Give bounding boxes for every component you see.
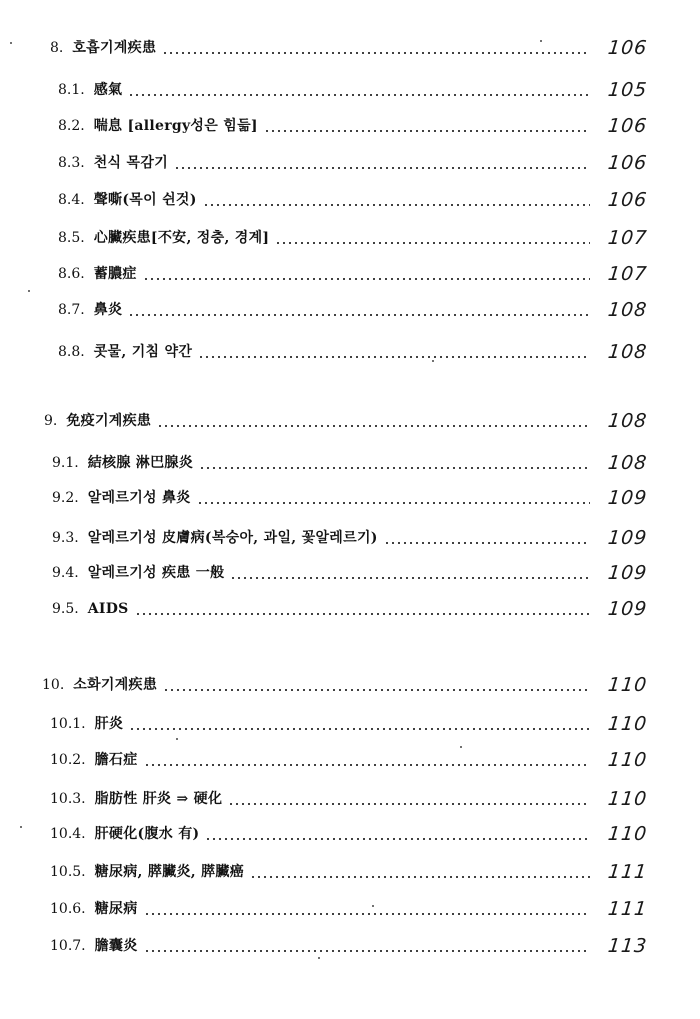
toc-number: 8.5.: [58, 230, 85, 246]
dot-leader: [162, 52, 590, 54]
toc-number: 9.5.: [52, 601, 79, 617]
scan-speck: [372, 905, 374, 907]
toc-page-number: 105: [606, 79, 649, 101]
toc-number: 9.3.: [52, 530, 79, 546]
toc-number: 9.1.: [52, 455, 79, 471]
toc-title: 糖尿病: [94, 901, 138, 917]
dot-leader: [128, 314, 590, 316]
dot-leader: [264, 130, 590, 132]
toc-page-number: 108: [606, 410, 649, 432]
toc-page-number: 110: [606, 788, 649, 810]
toc-entry: [52, 561, 649, 585]
toc-entry: [58, 340, 649, 364]
dot-leader: [197, 502, 590, 504]
toc-entry: [58, 298, 649, 322]
toc-entry: [52, 597, 649, 621]
toc-number: 10.6.: [50, 901, 86, 917]
dot-leader: [384, 542, 590, 544]
scan-speck: [460, 746, 462, 748]
toc-title: 소화기계疾患: [73, 677, 158, 693]
toc-page-number: 108: [606, 452, 649, 474]
toc-number: 10.1.: [50, 716, 86, 732]
dot-leader: [230, 577, 590, 579]
toc-number: 8.1.: [58, 82, 85, 98]
toc-number: 9.2.: [52, 490, 79, 506]
dot-leader: [144, 913, 590, 915]
toc-page-number: 111: [606, 861, 649, 883]
toc-title: 脂肪性 肝炎 ⇒ 硬化: [94, 791, 223, 807]
dot-leader: [198, 356, 590, 358]
dot-leader: [135, 613, 590, 615]
toc-number: 8.: [50, 40, 64, 56]
toc-number: 8.8.: [58, 344, 85, 360]
toc-page-number: 108: [606, 341, 649, 363]
toc-number: 8.7.: [58, 302, 85, 318]
dot-leader: [228, 803, 590, 805]
toc-title: 콧물, 기침 약간: [93, 344, 193, 360]
toc-number: 10.2.: [50, 752, 86, 768]
dot-leader: [203, 204, 590, 206]
dot-leader: [144, 764, 590, 766]
toc-title: 糖尿病, 膵臟炎, 膵臟癌: [94, 864, 245, 880]
dot-leader: [163, 689, 590, 691]
toc-page-number: 111: [606, 898, 649, 920]
toc-page-number: 109: [606, 487, 649, 509]
scan-speck: [28, 290, 30, 292]
toc-title: 結核腺 淋巴腺炎: [87, 455, 193, 471]
scan-speck: [176, 738, 178, 740]
toc-entry: [50, 934, 649, 958]
dot-leader: [174, 167, 590, 169]
toc-number: 8.4.: [58, 192, 85, 208]
toc-title: 免疫기계疾患: [66, 413, 152, 429]
scan-speck: [540, 40, 542, 42]
toc-title: 蓄膿症: [93, 266, 137, 282]
toc-entry: [52, 526, 649, 550]
toc-entry: [58, 226, 649, 250]
toc-title: 천식 목감기: [93, 155, 169, 171]
toc-number: 9.: [44, 413, 58, 429]
dot-leader: [129, 728, 590, 730]
toc-entry: [50, 712, 649, 736]
dot-leader: [144, 950, 590, 952]
toc-page-number: 110: [606, 823, 649, 845]
toc-number: 8.3.: [58, 155, 85, 171]
toc-page-number: 109: [606, 527, 649, 549]
toc-heading-9: [44, 409, 649, 433]
toc-page-number: 106: [606, 152, 649, 174]
toc-page-number: 110: [606, 674, 649, 696]
toc-entry: [50, 897, 649, 921]
toc-title: 膽囊炎: [94, 938, 138, 954]
dot-leader: [128, 94, 590, 96]
toc-entry: [58, 151, 649, 175]
toc-number: 10.7.: [50, 938, 86, 954]
toc-page-number: 113: [606, 935, 649, 957]
toc-entry: [58, 188, 649, 212]
toc-entry: [52, 451, 649, 475]
scan-speck: [432, 360, 434, 362]
scan-speck: [318, 957, 320, 959]
toc-number: 9.4.: [52, 565, 79, 581]
dot-leader: [199, 467, 590, 469]
toc-number: 8.2.: [58, 118, 85, 134]
toc-entry: [58, 262, 649, 286]
toc-number: 10.4.: [50, 826, 86, 842]
toc-number: 10.: [42, 677, 65, 693]
toc-title: 肝硬化(腹水 有): [94, 826, 200, 842]
toc-page-number: 110: [606, 749, 649, 771]
toc-title: AIDS: [87, 601, 129, 617]
scan-speck: [20, 826, 22, 828]
toc-number: 10.3.: [50, 791, 86, 807]
toc-page-number: 109: [606, 598, 649, 620]
dot-leader: [157, 425, 590, 427]
toc-title: 肝炎: [94, 716, 124, 732]
toc-title: 心臟疾患[不安, 정충, 경계]: [93, 230, 270, 246]
toc-entry: [58, 114, 649, 138]
scan-speck: [10, 42, 12, 44]
toc-title: 鼻炎: [93, 302, 123, 318]
toc-number: 10.5.: [50, 864, 86, 880]
toc-number: 8.6.: [58, 266, 85, 282]
toc-page-number: 106: [606, 189, 649, 211]
toc-title: 알레르기성 鼻炎: [87, 490, 191, 506]
toc-title: 感氣: [93, 82, 123, 98]
toc-entry: [50, 748, 649, 772]
toc-page-number: 106: [606, 37, 649, 59]
toc-page-number: 108: [606, 299, 649, 321]
toc-heading-10: [42, 673, 649, 697]
toc-entry: [50, 787, 649, 811]
toc-title: 喘息 [allergy성은 힘듦]: [93, 118, 258, 134]
dot-leader: [275, 242, 590, 244]
dot-leader: [250, 876, 590, 878]
toc-heading-8: [50, 36, 649, 60]
toc-page-number: 110: [606, 713, 649, 735]
toc-title: 聲嘶(목이 쉰것): [93, 192, 197, 208]
toc-entry: [50, 822, 649, 846]
toc-entry: [50, 860, 649, 884]
toc-entry: [52, 486, 649, 510]
toc-title: 알레르기성 疾患 一般: [87, 565, 225, 581]
toc-title: 호흡기계疾患: [72, 40, 157, 56]
toc-entry: [58, 78, 649, 102]
toc-page-number: 107: [606, 263, 649, 285]
toc-title: 알레르기성 皮膚病(복숭아, 과일, 꽃알레르기): [87, 530, 378, 546]
dot-leader: [143, 278, 590, 280]
toc-page-number: 109: [606, 562, 649, 584]
toc-page-number: 107: [606, 227, 649, 249]
toc-title: 膽石症: [94, 752, 138, 768]
toc-page-number: 106: [606, 115, 649, 137]
dot-leader: [205, 838, 590, 840]
